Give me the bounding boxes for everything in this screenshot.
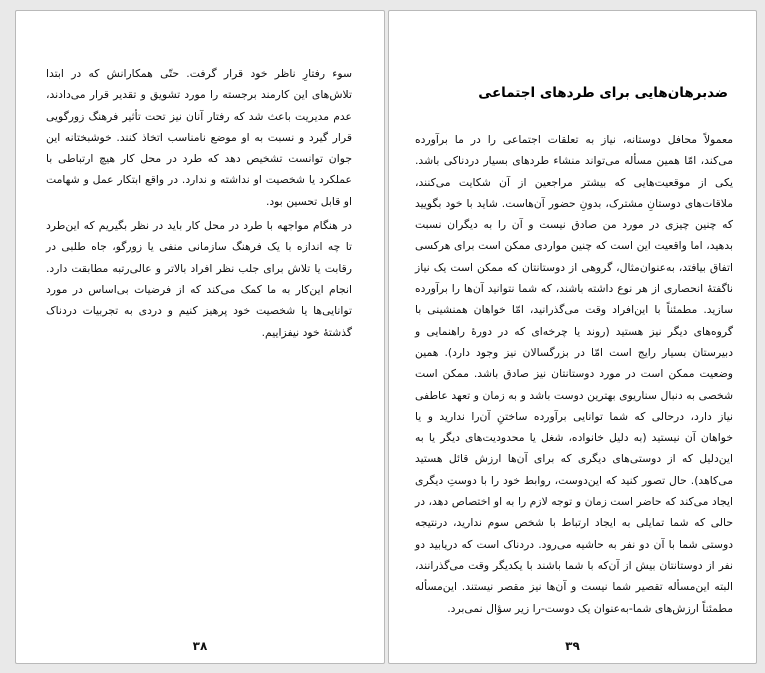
page-number-right: ۳۹ [565,639,580,653]
right-page-body [415,129,733,619]
left-paragraph-1: سوء رفتارِ ناظر خود قرار گرفت. حتّی همکارانش که در ابتدا تلاش‌های این کارمند برجسته را مورد تشویق و تقدیر قرار می‌دادند، عدم مدیریت باعث شد که رفتار آنان نیز تحت تأثیر فرهنگ زورگویی قرار گیرد و نسبت به او موضع نامناسب اتخاذ کنند. خوشبختانه این جوان توانست تشخیص دهد که طرد در محل کار هیچ ارتباطی با عملکرد یا شخصیت او نداشته و ندارد. در واقع ابتکار عمل و شهامت او قابل تحسین بود. [46,67,352,208]
right-paragraph-1: معمولاً محافل دوستانه، نیاز به تعلقات اجتماعی را در ما برآورده می‌کند، امّا همین مسأله می‌تواند منشاء طردهای بسیار دردناکی باشد. یکی از موقعیت‌هایی که بیشتر مراجعین از آن شکایت می‌کنند، ملاقات‌های دوستانِ مشترک، بدونِ حضور آن‌هاست. شاید با خود بگویید که چنین چیزی در مورد من صادق نیست و آن را به دیگران نسبت بدهید، اما واقعیت این است که چنین مواردی ممکن است برای هرکسی اتفاق بیافتد، به‌عنوان‌مثال، گروهی از دوستانتان که ممکن است یک نیاز ناگفتهٔ انحصاری از هر نوع داشته باشند، که شما نتوانید آن‌ها را برآورده سازید. مطمئناً با این‌افراد وقت می‌گذرانید، امّا خواهان همنشینی با گروه‌های دیگر نیز هستید (روند یا چرخه‌ای که در دورهٔ راهنمایی و دبیرستان بسیار رایج است امّا در بزرگسالان نیز وجود دارد). همین وضعیت ممکن است در مورد دوستانتان نیز صادق باشد. ممکن است شخصی به دنبال سناریوی بهترین دوست باشد و به زمان و تعهد عاطفی نیاز دارد، درحالی که شما توانایی برآورده ساختنِ آن‌را ندارید و یا خواهان آن نیستید (به دلیل خانواده، شغل یا محدودیت‌های دیگر یا به این‌دلیل که از دوستی‌های دیگری که برای آن‌ها ارزش قائل هستید می‌کاهد). حال تصور کنید که این‌دوست، روابط خود را با دوستِ دیگری ایجاد می‌کند که حاضر است زمان و توجه لازم را به او اختصاص دهد، در حالی که شما تمایلی به ایجاد ارتباط با شخص سوم ندارید، درنتیجه دوستی شما با آن دو نفر به حاشیه می‌رود. دردناک است که دریابید دو نفر از دوستانتان بیش از آن‌که با شما باشند با یکدیگر وقت می‌گذرانند، البته این‌مسأله تقصیر شما نیست و آن‌ها نیز مقصر نیستند. این‌مسأله مطمئناً ارزش‌های شما-به‌عنوان یک دوست-را زیر سؤال نمی‌برد. [415,133,733,615]
left-page-body [46,63,352,343]
left-page [15,10,385,664]
section-heading: ضدبرهان‌هایی برای طردهای اجتماعی [478,85,728,101]
left-paragraph-2: در هنگام مواجهه با طرد در محل کار باید در نظر بگیریم که این‌طرد تا چه اندازه با یک فرهنگ سازمانی منفی یا زورگو، جاه طلبی در رقابت یا تلاش برای جلب نظر افراد بالاتر و عالی‌رتبه مطابقت دارد. انجام این‌کار به ما کمک می‌کند که از فرضیات بی‌اساس در مورد توانایی‌ها یا شخصیت خود پرهیز کنیم و دردی به تجربیات دردناک گذشتهٔ خود نیفزاییم. [46,219,352,339]
page-number-left: ۳۸ [192,639,208,653]
right-page [388,10,757,664]
